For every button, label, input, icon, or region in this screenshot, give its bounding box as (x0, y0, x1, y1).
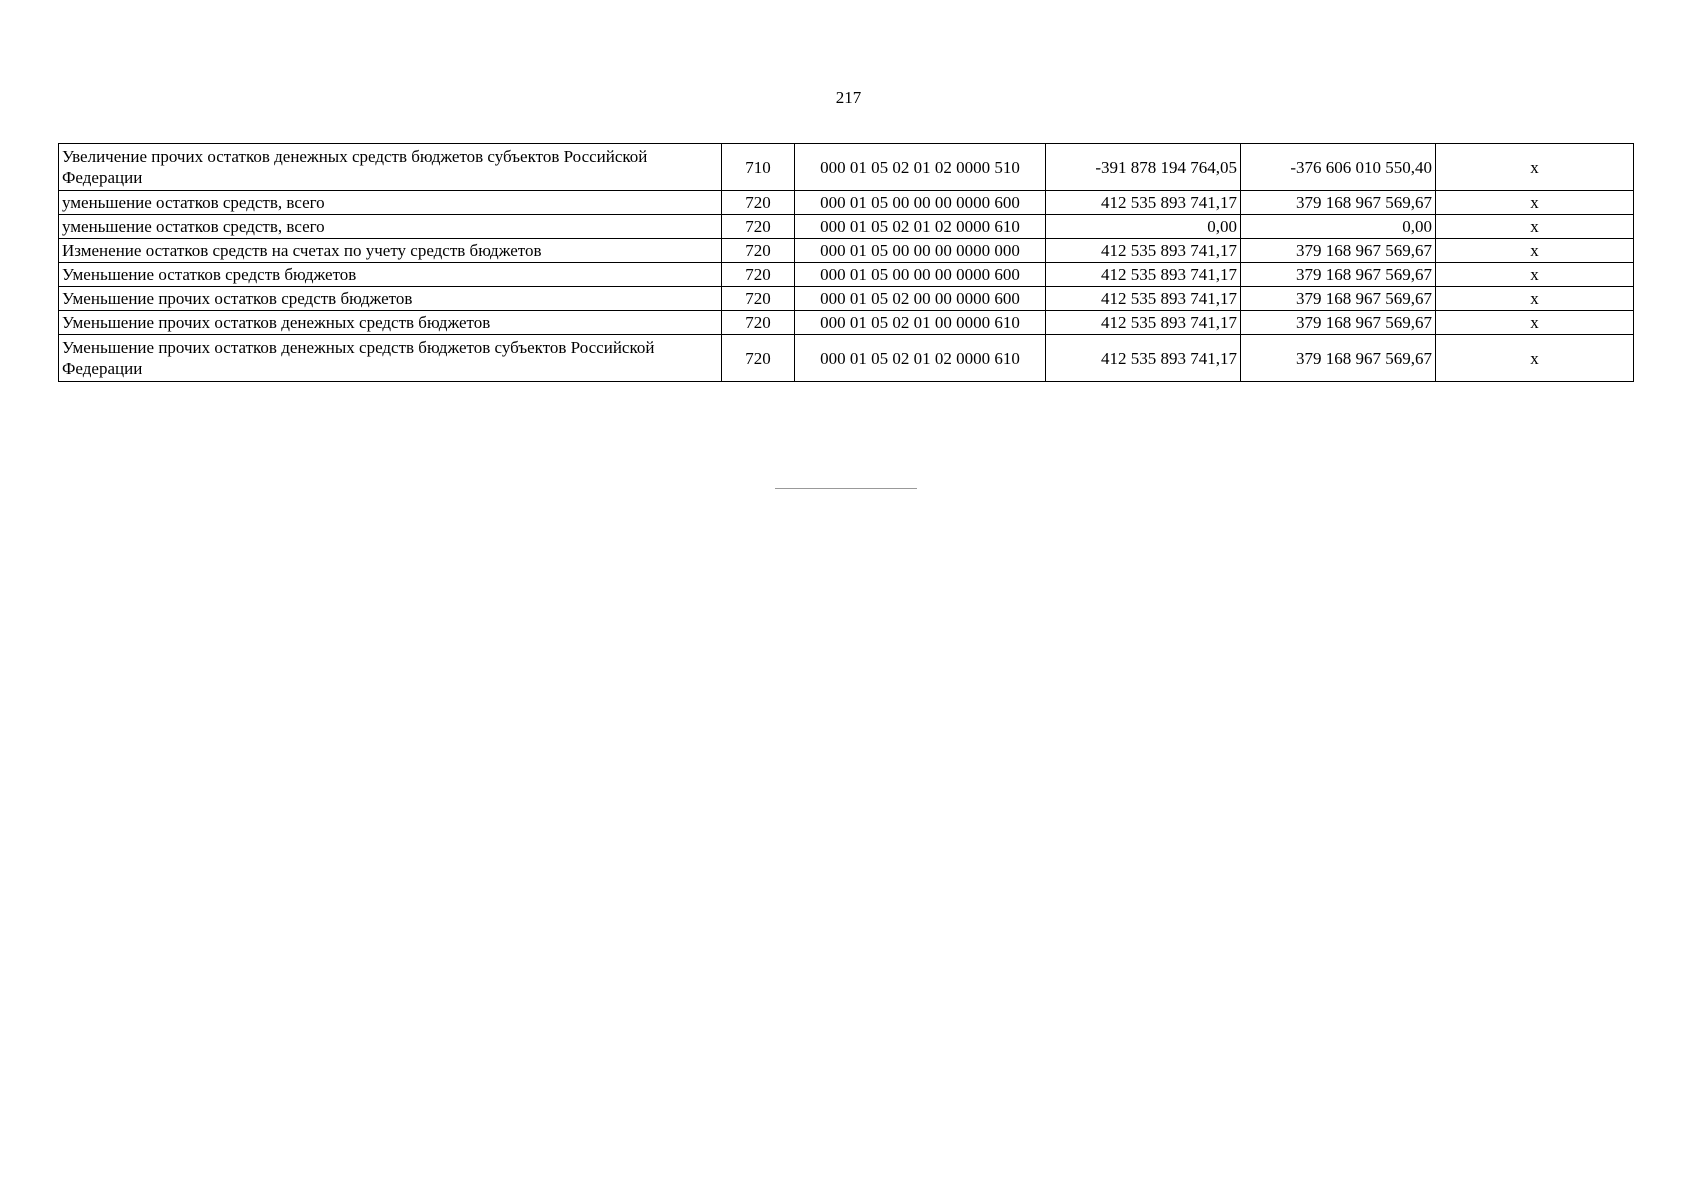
value-2-cell: 379 168 967 569,67 (1241, 191, 1436, 215)
table-row (59, 191, 1634, 215)
budget-code-cell: 000 01 05 00 00 00 0000 600 (795, 263, 1046, 287)
value-2-cell: -376 606 010 550,40 (1241, 144, 1436, 191)
budget-code-cell: 000 01 05 02 00 00 0000 600 (795, 287, 1046, 311)
mark-cell: x (1436, 215, 1634, 239)
mark-cell: x (1436, 335, 1634, 382)
table-row (59, 311, 1634, 335)
line-code-cell: 720 (722, 287, 795, 311)
budget-sources-table (58, 143, 1634, 382)
line-code-cell: 720 (722, 239, 795, 263)
table-body (59, 144, 1634, 382)
value-2-cell: 379 168 967 569,67 (1241, 287, 1436, 311)
mark-cell: x (1436, 239, 1634, 263)
table-row (59, 239, 1634, 263)
table-row (59, 335, 1634, 382)
value-2-cell: 379 168 967 569,67 (1241, 263, 1436, 287)
row-name-cell: Уменьшение прочих остатков денежных средств бюджетов субъектов Российской Федерации (59, 335, 722, 382)
value-2-cell: 379 168 967 569,67 (1241, 239, 1436, 263)
mark-cell: x (1436, 311, 1634, 335)
value-2-cell: 379 168 967 569,67 (1241, 311, 1436, 335)
mark-cell: x (1436, 287, 1634, 311)
footer-divider (775, 488, 917, 489)
value-1-cell: 412 535 893 741,17 (1046, 263, 1241, 287)
table-row (59, 144, 1634, 191)
budget-code-cell: 000 01 05 00 00 00 0000 000 (795, 239, 1046, 263)
line-code-cell: 720 (722, 335, 795, 382)
line-code-cell: 710 (722, 144, 795, 191)
row-name-cell: Уменьшение прочих остатков денежных средств бюджетов (59, 311, 722, 335)
row-name-cell: Уменьшение прочих остатков средств бюджетов (59, 287, 722, 311)
line-code-cell: 720 (722, 191, 795, 215)
mark-cell: x (1436, 144, 1634, 191)
budget-code-cell: 000 01 05 02 01 00 0000 610 (795, 311, 1046, 335)
table-row (59, 215, 1634, 239)
line-code-cell: 720 (722, 263, 795, 287)
line-code-cell: 720 (722, 215, 795, 239)
value-1-cell: 412 535 893 741,17 (1046, 191, 1241, 215)
budget-code-cell: 000 01 05 02 01 02 0000 510 (795, 144, 1046, 191)
value-2-cell: 0,00 (1241, 215, 1436, 239)
value-1-cell: 412 535 893 741,17 (1046, 287, 1241, 311)
row-name-cell: Изменение остатков средств на счетах по учету средств бюджетов (59, 239, 722, 263)
mark-cell: x (1436, 191, 1634, 215)
value-1-cell: 0,00 (1046, 215, 1241, 239)
table-row (59, 287, 1634, 311)
row-name-cell: уменьшение остатков средств, всего (59, 215, 722, 239)
value-1-cell: -391 878 194 764,05 (1046, 144, 1241, 191)
row-name-cell: Уменьшение остатков средств бюджетов (59, 263, 722, 287)
row-name-cell: уменьшение остатков средств, всего (59, 191, 722, 215)
row-name-cell: Увеличение прочих остатков денежных средств бюджетов субъектов Российской Федерации (59, 144, 722, 191)
value-2-cell: 379 168 967 569,67 (1241, 335, 1436, 382)
table-row (59, 263, 1634, 287)
value-1-cell: 412 535 893 741,17 (1046, 311, 1241, 335)
line-code-cell: 720 (722, 311, 795, 335)
budget-code-cell: 000 01 05 00 00 00 0000 600 (795, 191, 1046, 215)
value-1-cell: 412 535 893 741,17 (1046, 335, 1241, 382)
budget-code-cell: 000 01 05 02 01 02 0000 610 (795, 335, 1046, 382)
page-number: 217 (835, 88, 862, 107)
value-1-cell: 412 535 893 741,17 (1046, 239, 1241, 263)
mark-cell: x (1436, 263, 1634, 287)
budget-code-cell: 000 01 05 02 01 02 0000 610 (795, 215, 1046, 239)
